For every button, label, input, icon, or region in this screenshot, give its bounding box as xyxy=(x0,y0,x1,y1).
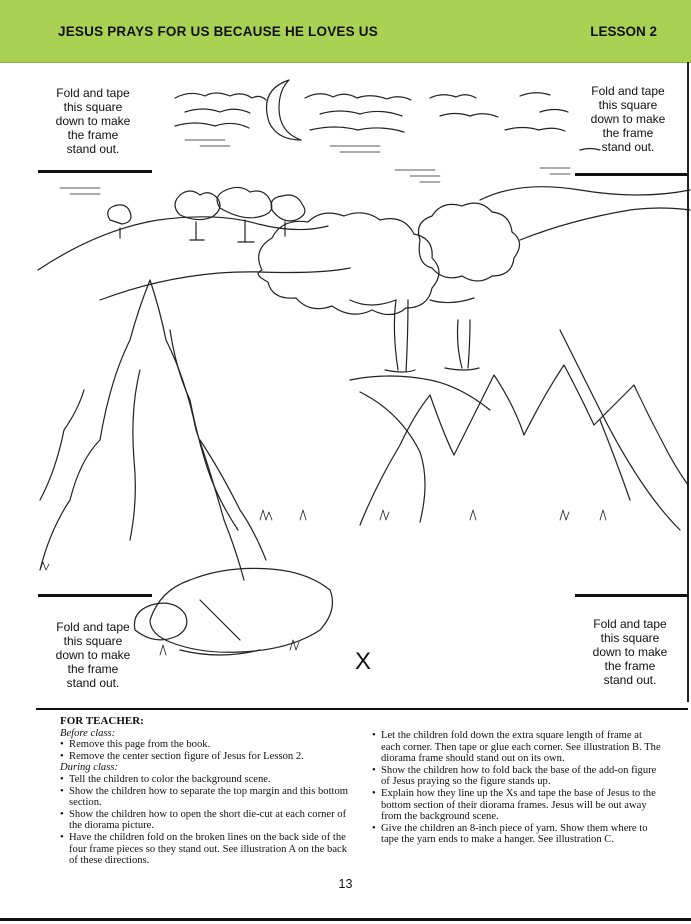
list-item: • Give the children an 8-inch piece of yarn. Show them where to tape the yarn ends to make a hanger. See illustration C. xyxy=(372,823,662,846)
fold-note-bottom-left xyxy=(33,620,153,690)
fold-note-line: Fold and tape xyxy=(591,84,665,98)
teacher-heading: FOR TEACHER: xyxy=(60,715,144,727)
left-mountains-drawing xyxy=(40,280,266,580)
fold-note-bottom-right xyxy=(570,617,690,687)
list-item: • Tell the children to color the background scene. xyxy=(60,774,350,786)
list-item: • Remove this page from the book. xyxy=(60,739,350,751)
fold-note-line: this square xyxy=(598,98,658,112)
during-class-list xyxy=(60,774,350,867)
fold-note-line: stand out. xyxy=(66,676,120,690)
during-class-list-continued xyxy=(372,730,662,846)
fold-bar-top-left xyxy=(38,170,152,173)
fold-bar-bottom-right xyxy=(575,594,688,597)
fold-bar-bottom-left xyxy=(38,594,152,597)
lesson-header xyxy=(0,0,691,63)
distant-trees-drawing xyxy=(108,187,305,242)
teacher-instructions-right xyxy=(372,730,662,846)
before-class-list xyxy=(60,739,350,762)
during-class-label: During class: xyxy=(60,762,118,774)
list-item: • Show the children how to fold back the base of the add-on figure of Jesus praying so the figure stands up. xyxy=(372,765,662,788)
lesson-number: LESSON 2 xyxy=(590,24,657,39)
fold-note-top-right xyxy=(568,84,688,154)
olive-trees-drawing xyxy=(258,203,519,372)
fold-note-line: stand out. xyxy=(603,673,657,687)
fold-note-line: down to make xyxy=(55,648,131,662)
teacher-instructions-left xyxy=(60,716,350,867)
fold-note-line: the frame xyxy=(602,126,654,140)
fold-note-line: stand out. xyxy=(601,140,655,154)
fold-note-line: Fold and tape xyxy=(56,86,130,100)
list-item: • Show the children how to separate the top margin and this bottom section. xyxy=(60,786,350,809)
before-class-label: Before class: xyxy=(60,727,116,739)
fold-note-line: down to make xyxy=(592,645,668,659)
coloring-scene-illustration xyxy=(0,62,691,710)
hills-drawing xyxy=(38,187,690,300)
alignment-x-mark: X xyxy=(355,648,372,675)
fold-note-line: the frame xyxy=(604,659,656,673)
fold-note-line: the frame xyxy=(67,128,119,142)
fold-note-line: this square xyxy=(63,100,123,114)
list-item: • Show the children how to open the short die-cut at each corner of the diorama picture. xyxy=(60,809,350,832)
section-divider xyxy=(36,708,688,710)
lesson-title: JESUS PRAYS FOR US BECAUSE HE LOVES US xyxy=(58,24,378,39)
moon-drawing xyxy=(267,80,302,140)
rock-drawing xyxy=(134,568,332,655)
fold-note-line: down to make xyxy=(590,112,666,126)
cloud-drawing xyxy=(175,93,600,150)
fold-note-line: this square xyxy=(600,631,660,645)
list-item: • Have the children fold on the broken lines on the back side of the four frame pieces so they stand out. See illustration A on the back of these directions. xyxy=(60,832,350,867)
list-item: • Let the children fold down the extra square length of frame at each corner. Then tape or glue each corner. See illustration B. The diorama frame should stand out on its own. xyxy=(372,730,662,765)
list-item: • Explain how they line up the Xs and tape the base of Jesus to the bottom section of their diorama frames. Jesus will be out away from the background scene. xyxy=(372,788,662,823)
fold-note-line: this square xyxy=(63,634,123,648)
right-mountains-drawing xyxy=(360,330,688,530)
fold-note-line: Fold and tape xyxy=(593,617,667,631)
fold-note-top-left xyxy=(33,86,153,156)
fold-note-line: down to make xyxy=(55,114,131,128)
fold-note-line: the frame xyxy=(67,662,119,676)
list-item: • Remove the center section figure of Jesus for Lesson 2. xyxy=(60,751,350,763)
bottom-rule xyxy=(0,918,691,921)
page-number: 13 xyxy=(338,877,353,891)
fold-note-line: stand out. xyxy=(66,142,120,156)
fold-bar-top-right xyxy=(575,173,688,176)
fold-note-line: Fold and tape xyxy=(56,620,130,634)
